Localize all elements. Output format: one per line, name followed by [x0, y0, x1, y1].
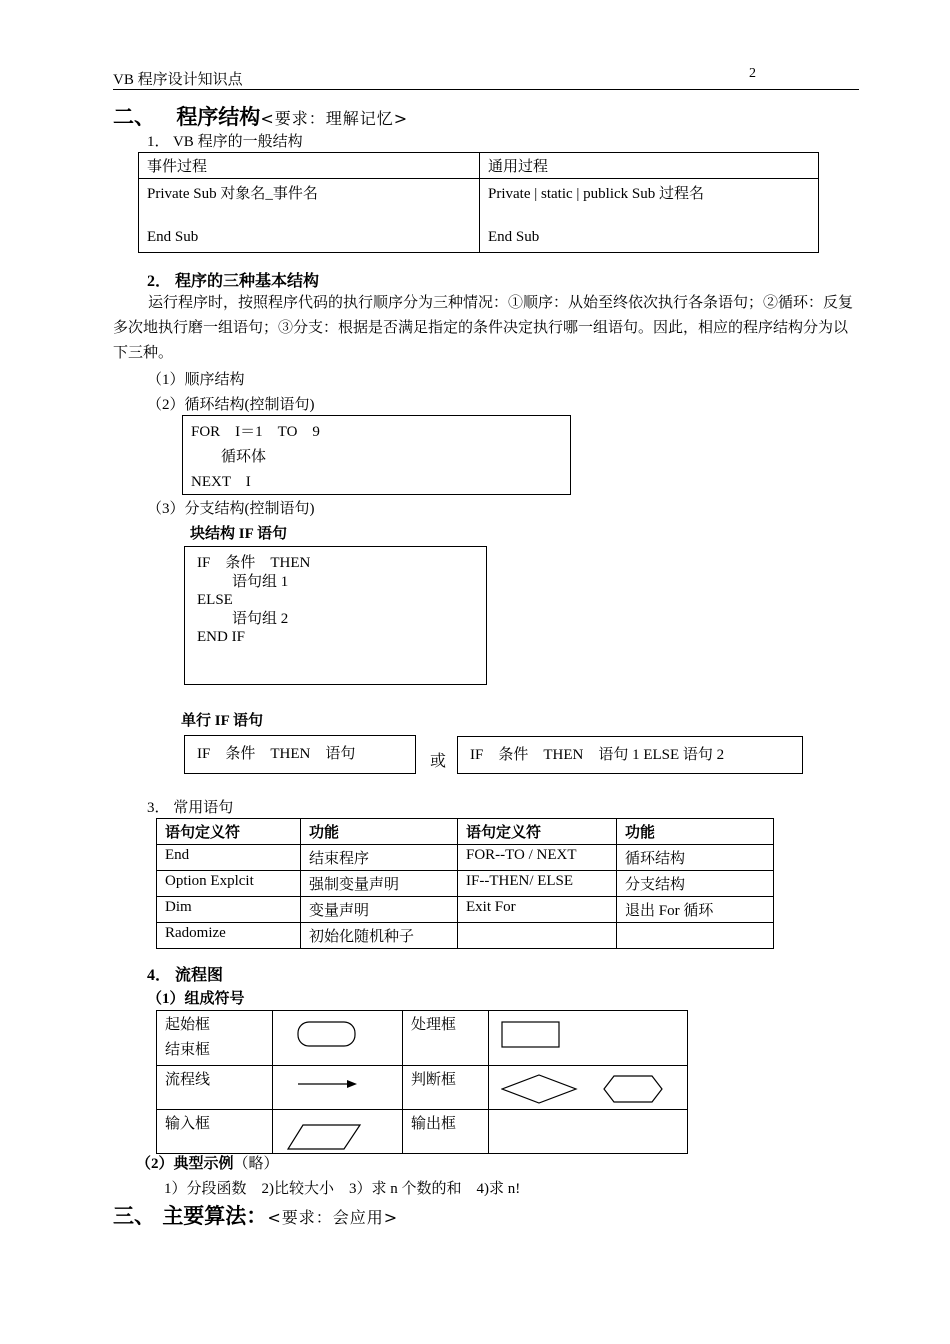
section3-heading	[113, 1200, 398, 1230]
table-cell: FOR--TO / NEXT	[458, 845, 617, 871]
output-label: 输出框	[411, 1116, 457, 1132]
output-symbol-cell	[489, 1110, 688, 1154]
block-if-title: 块结构 IF 语句	[190, 526, 287, 542]
or-label: 或	[430, 753, 447, 770]
loop-code-box	[182, 415, 571, 495]
sub2-title: 2． 程序的三种基本结构	[147, 273, 320, 290]
process-label: 处理框	[411, 1017, 457, 1033]
table-row	[157, 897, 774, 923]
table-cell: IF--THEN/ ELSE	[458, 871, 617, 897]
loop-code-line: 循环体	[221, 449, 267, 465]
examples-list: 1）分段函数 2)比较大小 3）求 n 个数的和 4)求 n!	[164, 1181, 521, 1197]
statements-table	[156, 818, 774, 949]
input-symbol-cell	[273, 1110, 403, 1154]
single-if-box-2	[457, 736, 803, 774]
process-label-cell	[403, 1011, 489, 1066]
block-if-code-line: ELSE	[197, 592, 233, 608]
table-cell: Option Explcit	[157, 871, 301, 897]
sequence-item: （1）顺序结构	[147, 372, 245, 388]
table-cell: 变量声明	[301, 897, 458, 923]
sub1-title: 1． VB 程序的一般结构	[147, 134, 303, 150]
flowline-label: 流程线	[165, 1072, 211, 1088]
sub4-title: 4． 流程图	[147, 967, 224, 984]
single-if-box-1	[184, 735, 416, 774]
loop-code-line: FOR I＝1 TO 9	[191, 424, 320, 440]
flowchart-symbols-table	[156, 1010, 688, 1154]
header-divider	[113, 89, 859, 90]
symbols-title: （1）组成符号	[147, 991, 245, 1007]
table-cell: 强制变量声明	[301, 871, 458, 897]
single-if-title: 单行 IF 语句	[181, 713, 263, 729]
event-procedure-header: 事件过程	[139, 153, 480, 179]
diamond-icon	[501, 1072, 686, 1106]
table-row	[157, 871, 774, 897]
block-if-code-line: 语句组 2	[232, 610, 289, 627]
event-procedure-line1: Private Sub 对象名_事件名	[147, 186, 318, 202]
section2-requirement: <要求：理解记忆>	[260, 109, 409, 128]
flowline-label-cell	[157, 1066, 273, 1110]
vb-structure-table	[138, 152, 819, 253]
general-procedure-line1: Private | static | publick Sub 过程名	[488, 186, 704, 202]
page-number: 2	[749, 66, 756, 81]
table-cell	[458, 923, 617, 949]
start-end-label-cell	[157, 1011, 273, 1066]
single-if-code-2: IF 条件 THEN 语句 1 ELSE 语句 2	[470, 747, 725, 763]
flowline-symbol-cell	[273, 1066, 403, 1110]
block-if-code-line: 语句组 1	[232, 573, 289, 590]
statements-header: 语句定义符	[458, 819, 617, 845]
decision-label: 判断框	[411, 1072, 457, 1088]
parallelogram-icon	[287, 1123, 367, 1153]
section3-title: 主要算法：	[162, 1204, 268, 1228]
section3-number: 三、	[113, 1204, 155, 1228]
arrow-icon	[297, 1074, 367, 1094]
section2-number: 二、	[113, 105, 155, 129]
table-cell: 退出 For 循环	[617, 897, 774, 923]
terminal-symbol-icon	[297, 1020, 367, 1050]
table-cell: Dim	[157, 897, 301, 923]
block-if-code-box	[184, 546, 487, 685]
section2-title: 程序结构	[176, 105, 261, 129]
decision-label-cell	[403, 1066, 489, 1110]
table-cell: 初始化随机种子	[301, 923, 458, 949]
decision-symbol-cell	[489, 1066, 688, 1110]
end-label: 结束框	[165, 1042, 211, 1058]
statements-header: 功能	[617, 819, 774, 845]
statements-header: 语句定义符	[157, 819, 301, 845]
block-if-code-line: IF 条件 THEN	[197, 555, 311, 571]
terminal-symbol-cell	[273, 1011, 403, 1066]
input-label: 输入框	[165, 1116, 211, 1132]
examples-note: （略）	[233, 1156, 279, 1172]
table-cell: End	[157, 845, 301, 871]
table-row	[157, 923, 774, 949]
event-procedure-cell	[139, 179, 480, 253]
table-cell: 结束程序	[301, 845, 458, 871]
event-procedure-line2: End Sub	[147, 229, 199, 245]
general-procedure-line2: End Sub	[488, 229, 540, 245]
single-if-code-1: IF 条件 THEN 语句	[197, 746, 356, 762]
table-cell	[617, 923, 774, 949]
examples-title: （2）典型示例	[136, 1156, 234, 1172]
process-symbol-cell	[489, 1011, 688, 1066]
section2-heading	[113, 101, 408, 131]
table-cell: Exit For	[458, 897, 617, 923]
header-title: VB 程序设计知识点	[113, 72, 243, 88]
examples-heading	[136, 1152, 279, 1173]
loop-code-line: NEXT I	[191, 474, 251, 490]
table-cell: Radomize	[157, 923, 301, 949]
hexagon-icon	[604, 1076, 662, 1102]
start-label: 起始框	[165, 1017, 211, 1033]
table-cell: 循环结构	[617, 845, 774, 871]
sub3-title: 3． 常用语句	[147, 800, 234, 816]
sub2-paragraph: 运行程序时，按照程序代码的执行顺序分为三种情况：①顺序：从始至终依次执行各条语句；②循环：反复多次地执行磨一组语句；③分支：根据是否满足指定的条件决定执行哪一组语句。因此，相应的程序结构分为以下三种。	[113, 295, 854, 361]
statements-header: 功能	[301, 819, 458, 845]
loop-item: （2）循环结构(控制语句)	[147, 397, 315, 413]
table-cell: 分支结构	[617, 871, 774, 897]
general-procedure-header: 通用过程	[480, 153, 819, 179]
table-row	[157, 845, 774, 871]
process-box-icon	[501, 1021, 571, 1051]
block-if-code-line: END IF	[197, 629, 245, 645]
branch-item: （3）分支结构(控制语句)	[147, 501, 315, 517]
output-label-cell	[403, 1110, 489, 1154]
input-label-cell	[157, 1110, 273, 1154]
section3-requirement: <要求：会应用>	[267, 1208, 399, 1227]
general-procedure-cell	[480, 179, 819, 253]
